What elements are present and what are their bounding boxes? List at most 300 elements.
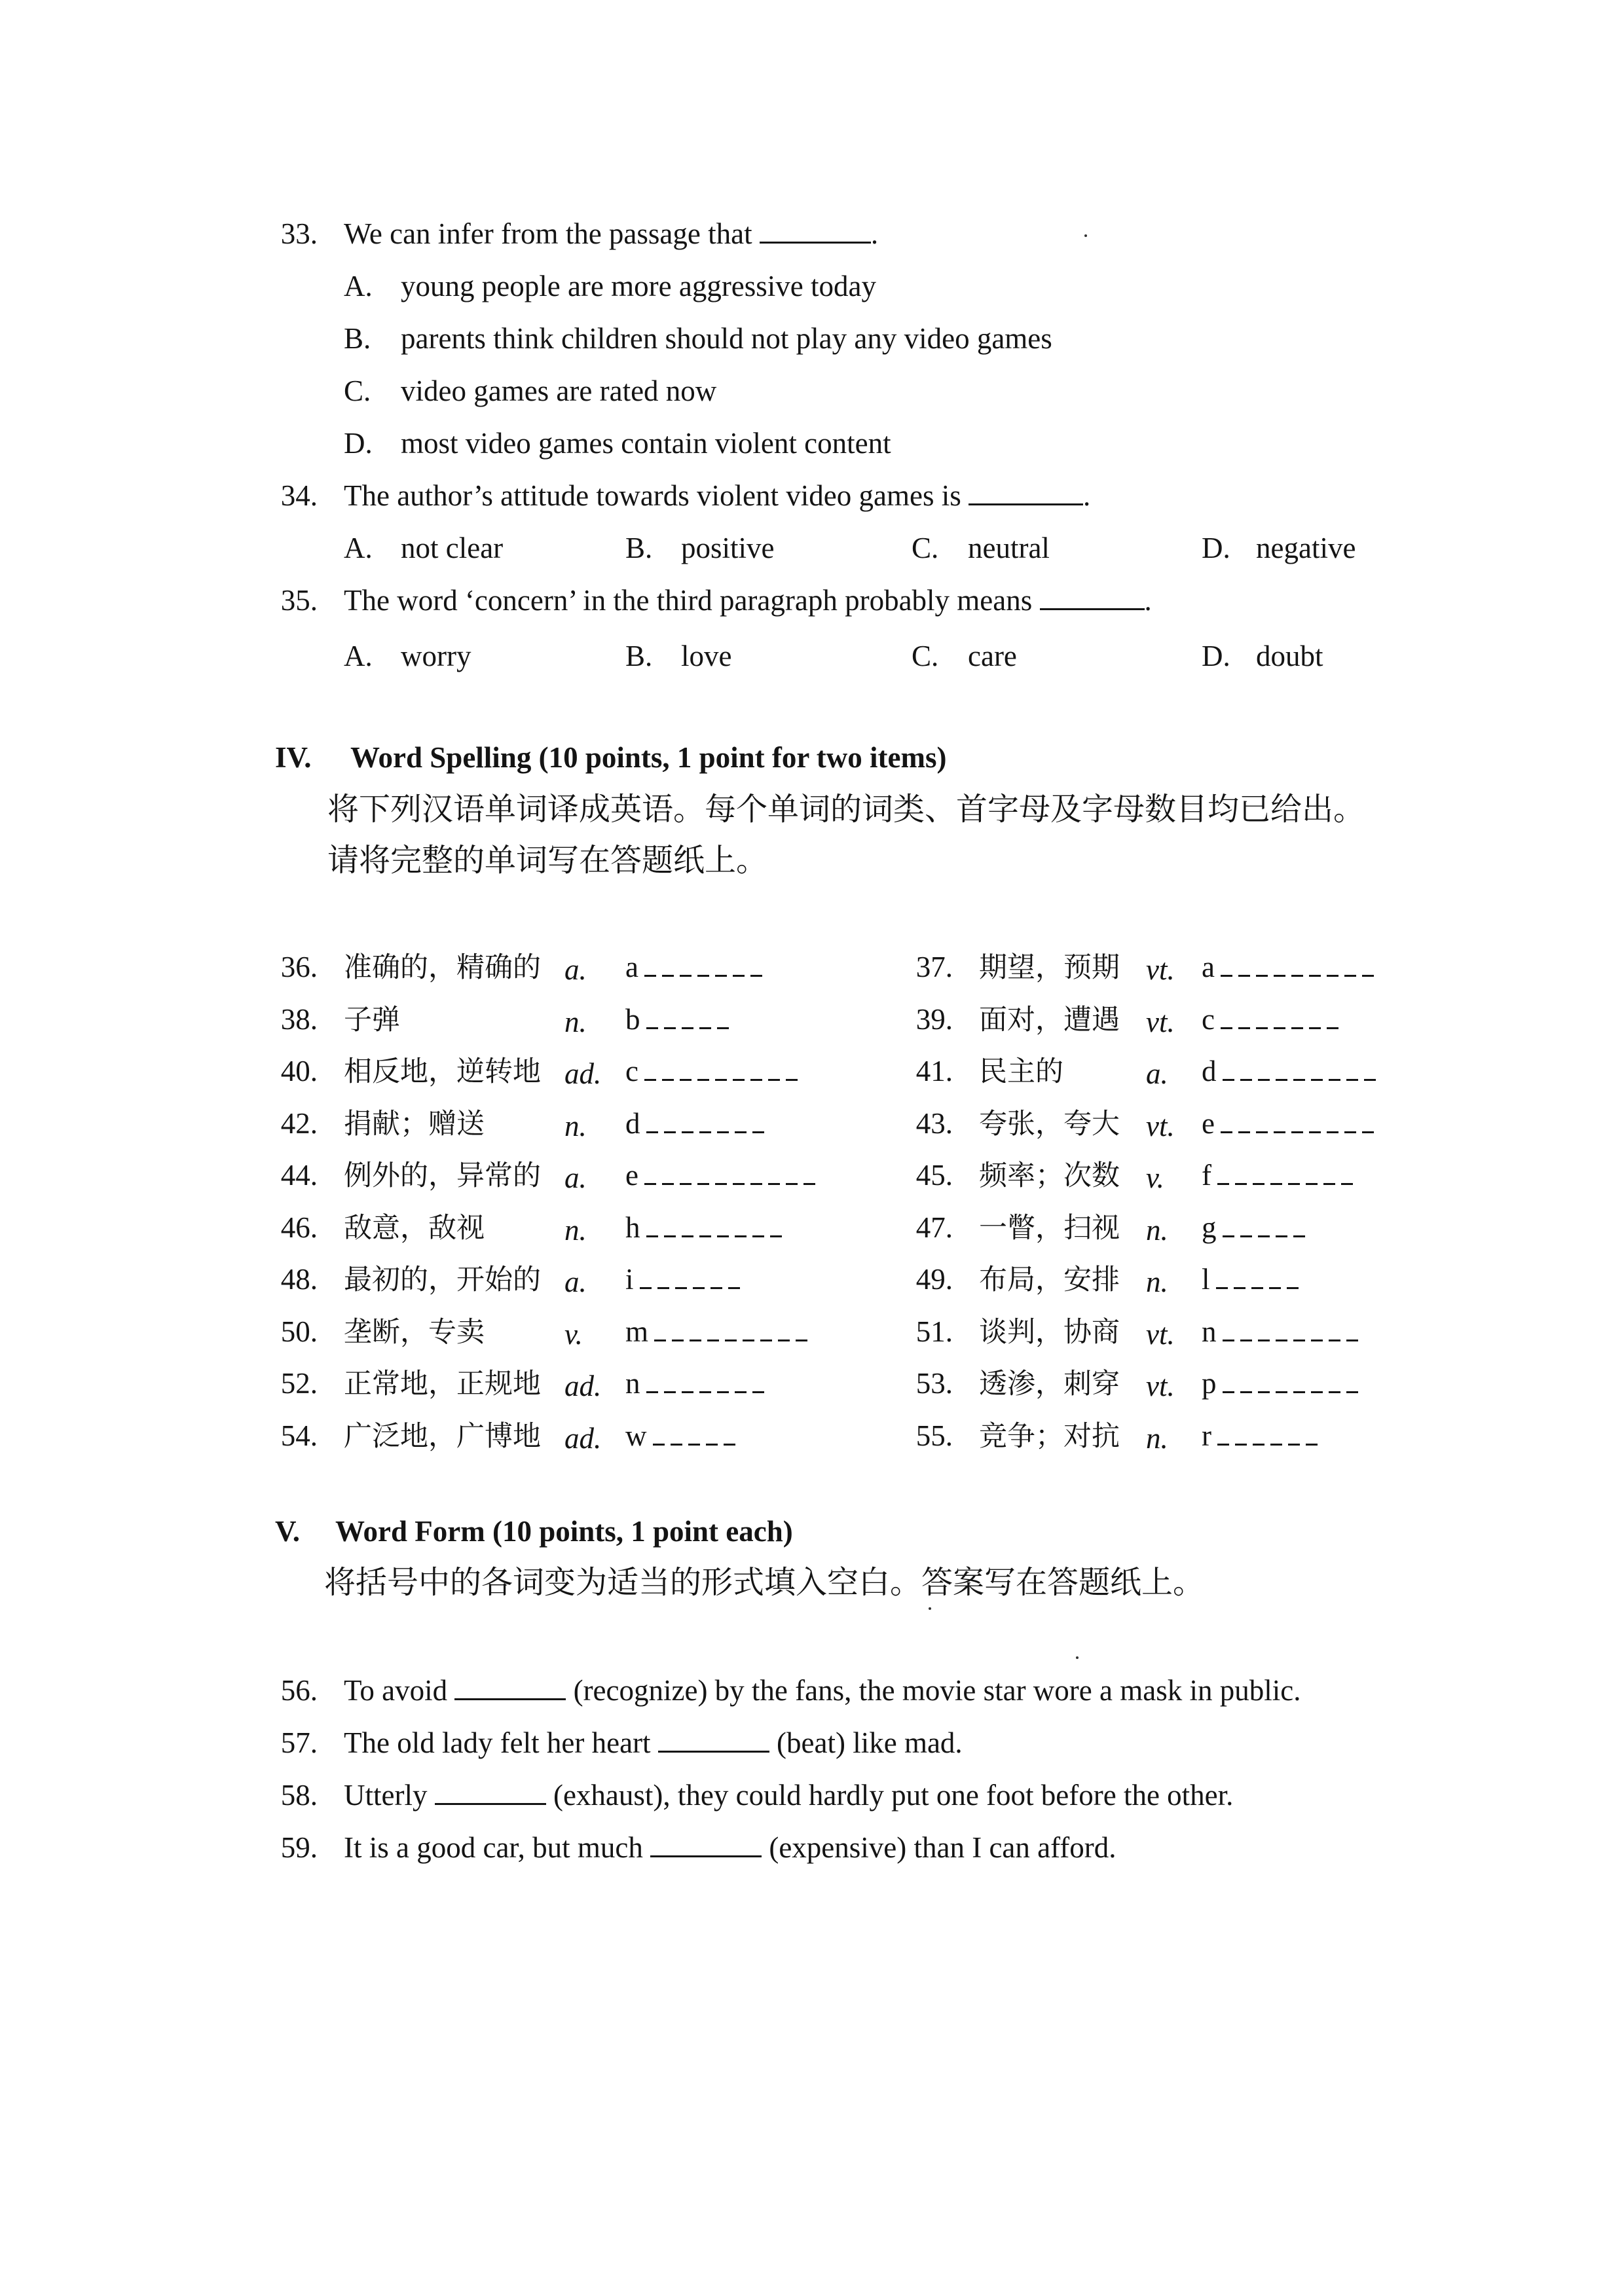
letter-slot [715, 1059, 727, 1081]
letter-slot [697, 955, 709, 977]
letter-slot [699, 1112, 711, 1133]
letter-slot [688, 1424, 700, 1446]
first-letter: c [625, 1055, 638, 1087]
chinese-meaning: 竞争；对抗 [979, 1420, 1120, 1453]
part-of-speech: n. [564, 1006, 587, 1038]
item-number: 47. [915, 1211, 953, 1244]
letter-slot [657, 1267, 669, 1289]
spelling-prompt [1202, 1317, 1358, 1347]
option-text: parents think children should not play any video games [401, 322, 1052, 355]
letter-slot [1251, 1267, 1263, 1289]
letter-slot [1256, 1008, 1268, 1029]
spelling-prompt [1202, 1369, 1358, 1398]
letter-slot [770, 1216, 782, 1237]
first-letter: e [625, 1159, 638, 1192]
question-number: 35. [280, 584, 318, 617]
letter-slot [1223, 1320, 1234, 1341]
letter-slot [750, 1163, 762, 1185]
option-text: care [968, 640, 1017, 672]
letter-slot [646, 1216, 658, 1237]
item-number: 37. [915, 951, 953, 983]
letter-slot [1364, 1059, 1376, 1081]
first-letter: i [625, 1263, 634, 1296]
letter-slot [1341, 1163, 1353, 1185]
spelling-prompt [625, 1317, 807, 1347]
letter-slot [682, 1372, 693, 1393]
letter-slot [1327, 1112, 1338, 1133]
section-instructions: 将下列汉语单词译成英语。每个单词的词类、首字母及字母数目均已给出。 [327, 791, 1365, 828]
letter-slot [1240, 1059, 1252, 1081]
letter-slot [1346, 1372, 1358, 1393]
part-of-speech: ad. [564, 1057, 602, 1090]
letter-slot [786, 1059, 798, 1081]
letter-slot [1269, 1267, 1281, 1289]
spelling-prompt [1202, 1265, 1299, 1294]
option-letter: C. [344, 374, 371, 407]
letter-slot [699, 1008, 711, 1029]
letter-slot [1362, 1112, 1374, 1133]
option-letter: D. [344, 427, 373, 460]
letter-slot [680, 1059, 692, 1081]
option-text: video games are rated now [401, 374, 717, 407]
letter-slot [1217, 1424, 1229, 1446]
letter-slot [644, 1059, 656, 1081]
letter-slot [1258, 1059, 1270, 1081]
letter-slot [1274, 955, 1285, 977]
letter-slot [778, 1320, 790, 1341]
letter-slot [697, 1163, 709, 1185]
letter-slot [1362, 955, 1374, 977]
chinese-meaning: 谈判，协商 [979, 1316, 1120, 1349]
chinese-meaning: 子弹 [344, 1004, 400, 1036]
part-of-speech: a. [564, 1266, 587, 1298]
letter-slot [1221, 1112, 1232, 1133]
letter-slot [750, 955, 762, 977]
first-letter: n [625, 1367, 640, 1400]
spelling-prompt [625, 1005, 729, 1034]
chinese-meaning: 准确的，精确的 [344, 951, 541, 984]
answer-blank [650, 1834, 762, 1857]
chinese-meaning: 一瞥，扫视 [979, 1212, 1120, 1245]
letter-slot [1293, 1216, 1305, 1237]
letter-slot [1240, 1320, 1252, 1341]
part-of-speech: n. [564, 1110, 587, 1142]
letter-slot [646, 1112, 658, 1133]
chinese-meaning: 敌意，敌视 [344, 1212, 485, 1245]
part-of-speech: vt. [1146, 1006, 1175, 1038]
question-number: 33. [280, 217, 318, 250]
spelling-prompt [1202, 1161, 1353, 1190]
letter-slot [1256, 1112, 1268, 1133]
answer-blank [760, 221, 871, 244]
chinese-meaning: 民主的 [979, 1055, 1063, 1088]
letter-slot [1306, 1163, 1318, 1185]
chinese-meaning: 例外的，异常的 [344, 1159, 541, 1192]
option-letter: D. [1202, 640, 1230, 672]
option-letter: B. [344, 322, 371, 355]
section-numeral: V. [275, 1515, 300, 1548]
letter-slot [1329, 1372, 1340, 1393]
option-text: not clear [401, 532, 504, 564]
letter-slot [717, 1112, 729, 1133]
first-letter: w [625, 1419, 647, 1452]
letter-slot [1238, 955, 1250, 977]
letter-slot [1346, 1320, 1358, 1341]
letter-slot [768, 1163, 780, 1185]
option-letter: B. [625, 640, 653, 672]
scan-speck [1076, 1656, 1079, 1659]
part-of-speech: vt. [1146, 953, 1175, 986]
letter-slot [1217, 1163, 1229, 1185]
letter-slot [664, 1372, 676, 1393]
first-letter: n [1202, 1315, 1217, 1348]
word-form-sentence: Utterly (exhaust), they could hardly put one foot before the other. [344, 1779, 1234, 1812]
spelling-prompt [625, 1265, 740, 1294]
option-letter: C. [912, 532, 939, 564]
letter-slot [640, 1267, 652, 1289]
letter-slot [1344, 955, 1356, 977]
first-letter: b [625, 1003, 640, 1036]
first-letter: d [1202, 1055, 1217, 1087]
letter-slot [1274, 1112, 1285, 1133]
letter-slot [1253, 1163, 1264, 1185]
letter-slot [1293, 1059, 1305, 1081]
spelling-prompt [1202, 1005, 1338, 1034]
part-of-speech: v. [564, 1318, 583, 1351]
item-number: 55. [915, 1419, 953, 1452]
option-text: positive [681, 532, 775, 564]
answer-blank [969, 483, 1083, 505]
letter-slot [1293, 1320, 1305, 1341]
item-number: 49. [915, 1263, 953, 1296]
letter-slot [672, 1320, 684, 1341]
section-title: Word Form (10 points, 1 point each) [335, 1515, 793, 1548]
letter-slot [699, 1216, 711, 1237]
letter-slot [1234, 1267, 1246, 1289]
item-number: 53. [915, 1367, 953, 1400]
item-number: 38. [280, 1003, 318, 1036]
letter-slot [706, 1424, 718, 1446]
letter-slot [1311, 1320, 1323, 1341]
part-of-speech: vt. [1146, 1110, 1175, 1142]
letter-slot [735, 1112, 747, 1133]
option-text: neutral [968, 532, 1050, 564]
chinese-meaning: 布局，安排 [979, 1264, 1120, 1296]
letter-slot [1221, 955, 1232, 977]
first-letter: a [1202, 951, 1215, 983]
letter-slot [671, 1424, 682, 1446]
letter-slot [646, 1008, 658, 1029]
part-of-speech: vt. [1146, 1370, 1175, 1402]
part-of-speech: a. [564, 953, 587, 986]
letter-slot [1309, 955, 1321, 977]
chinese-meaning: 最初的，开始的 [344, 1264, 541, 1296]
letter-slot [735, 1372, 747, 1393]
first-letter: e [1202, 1107, 1215, 1140]
option-text: doubt [1256, 640, 1323, 672]
letter-slot [1223, 1059, 1234, 1081]
letter-slot [662, 955, 674, 977]
spelling-prompt [1202, 1421, 1318, 1451]
letter-slot [1346, 1059, 1358, 1081]
letter-slot [1329, 1059, 1340, 1081]
letter-slot [752, 1216, 764, 1237]
letter-slot [1276, 1216, 1287, 1237]
word-form-sentence: To avoid (recognize) by the fans, the movie star wore a mask in public. [344, 1674, 1301, 1707]
letter-slot [733, 1059, 745, 1081]
chinese-meaning: 相反地，逆转地 [344, 1055, 541, 1088]
letter-slot [1238, 1008, 1250, 1029]
item-number: 48. [280, 1263, 318, 1296]
chinese-meaning: 夸张，夸大 [979, 1108, 1120, 1140]
item-number: 51. [915, 1315, 953, 1348]
spelling-prompt [1202, 953, 1374, 982]
letter-slot [682, 1008, 693, 1029]
letter-slot [644, 1163, 656, 1185]
letter-slot [803, 1163, 815, 1185]
letter-slot [1309, 1008, 1321, 1029]
answer-blank [435, 1782, 546, 1805]
question-stem: The author’s attitude towards violent video games is . [344, 479, 1091, 512]
spelling-prompt [625, 1421, 735, 1451]
letter-slot [1276, 1320, 1287, 1341]
first-letter: a [625, 951, 638, 983]
letter-slot [733, 955, 745, 977]
item-number: 41. [915, 1055, 953, 1087]
answer-blank [454, 1677, 566, 1700]
option-letter: C. [912, 640, 939, 672]
option-letter: B. [625, 532, 653, 564]
question-number: 59. [280, 1831, 318, 1864]
letter-slot [1223, 1372, 1234, 1393]
letter-slot [1309, 1112, 1321, 1133]
section-instructions: 请将完整的单词写在答题纸上。 [327, 842, 768, 879]
answer-blank [1040, 587, 1145, 610]
letter-slot [697, 1059, 709, 1081]
letter-slot [662, 1163, 674, 1185]
letter-slot [752, 1112, 764, 1133]
letter-slot [1327, 1008, 1338, 1029]
letter-slot [1221, 1008, 1232, 1029]
letter-slot [675, 1267, 687, 1289]
chinese-meaning: 频率；次数 [979, 1159, 1120, 1192]
item-number: 50. [280, 1315, 318, 1348]
letter-slot [725, 1320, 737, 1341]
letter-slot [735, 1216, 747, 1237]
item-number: 45. [915, 1159, 953, 1192]
first-letter: r [1202, 1419, 1211, 1452]
letter-slot [664, 1112, 676, 1133]
letter-slot [1323, 1163, 1335, 1185]
part-of-speech: n. [1146, 1422, 1168, 1455]
letter-slot [717, 1372, 729, 1393]
letter-slot [644, 955, 656, 977]
letter-slot [682, 1216, 693, 1237]
part-of-speech: ad. [564, 1422, 602, 1455]
part-of-speech: a. [564, 1161, 587, 1194]
part-of-speech: n. [564, 1214, 587, 1247]
letter-slot [760, 1320, 772, 1341]
letter-slot [1256, 955, 1268, 977]
letter-slot [1288, 1424, 1300, 1446]
question-stem: We can infer from the passage that . [344, 217, 879, 250]
item-number: 39. [915, 1003, 953, 1036]
letter-slot [717, 1008, 729, 1029]
letter-slot [1274, 1008, 1285, 1029]
letter-slot [682, 1112, 693, 1133]
chinese-meaning: 正常地，正规地 [344, 1368, 541, 1400]
question-number: 58. [280, 1779, 318, 1812]
letter-slot [717, 1216, 729, 1237]
part-of-speech: a. [1146, 1057, 1168, 1090]
letter-slot [1258, 1320, 1270, 1341]
letter-slot [1240, 1216, 1252, 1237]
spelling-prompt [1202, 1213, 1305, 1243]
chinese-meaning: 面对，遭遇 [979, 1004, 1120, 1036]
letter-slot [1327, 955, 1338, 977]
spelling-prompt [625, 1213, 782, 1243]
chinese-meaning: 捐献；赠送 [344, 1108, 485, 1140]
word-form-sentence: It is a good car, but much (expensive) than I can afford. [344, 1831, 1116, 1864]
letter-slot [724, 1424, 735, 1446]
section-numeral: IV. [275, 741, 312, 774]
section-title: Word Spelling (10 points, 1 point for two items) [350, 741, 947, 774]
scan-speck [1084, 234, 1087, 237]
letter-slot [796, 1320, 807, 1341]
letter-slot [680, 1163, 692, 1185]
item-number: 54. [280, 1419, 318, 1452]
letter-slot [1344, 1112, 1356, 1133]
letter-slot [1276, 1372, 1287, 1393]
option-text: young people are more aggressive today [401, 270, 876, 302]
letter-slot [1276, 1059, 1287, 1081]
letter-slot [664, 1216, 676, 1237]
letter-slot [1329, 1320, 1340, 1341]
letter-slot [690, 1320, 701, 1341]
option-letter: A. [344, 640, 373, 672]
chinese-meaning: 广泛地，广博地 [344, 1420, 541, 1453]
item-number: 52. [280, 1367, 318, 1400]
letter-slot [768, 1059, 780, 1081]
letter-slot [1253, 1424, 1264, 1446]
letter-slot [654, 1320, 666, 1341]
part-of-speech: n. [1146, 1266, 1168, 1298]
option-letter: A. [344, 270, 373, 302]
letter-slot [1258, 1372, 1270, 1393]
question-number: 34. [280, 479, 318, 512]
option-text: most video games contain violent content [401, 427, 891, 460]
first-letter: d [625, 1107, 640, 1140]
item-number: 42. [280, 1107, 318, 1140]
item-number: 43. [915, 1107, 953, 1140]
first-letter: m [625, 1315, 649, 1348]
letter-slot [743, 1320, 754, 1341]
spelling-prompt [1202, 1109, 1374, 1139]
spelling-prompt [625, 1369, 764, 1398]
spelling-prompt [625, 953, 762, 982]
letter-slot [710, 1267, 722, 1289]
item-number: 40. [280, 1055, 318, 1087]
word-form-sentence: The old lady felt her heart (beat) like mad. [344, 1726, 963, 1759]
letter-slot [664, 1008, 676, 1029]
first-letter: p [1202, 1367, 1217, 1400]
spelling-prompt [625, 1057, 798, 1086]
spelling-prompt [625, 1161, 815, 1190]
part-of-speech: vt. [1146, 1318, 1175, 1351]
letter-slot [1223, 1216, 1234, 1237]
letter-slot [1306, 1424, 1318, 1446]
letter-slot [715, 955, 727, 977]
first-letter: c [1202, 1003, 1215, 1036]
letter-slot [1291, 1008, 1303, 1029]
letter-slot [693, 1267, 705, 1289]
letter-slot [1216, 1267, 1228, 1289]
option-text: love [681, 640, 732, 672]
chinese-meaning: 期望，预期 [979, 951, 1120, 984]
item-number: 44. [280, 1159, 318, 1192]
scan-speck [929, 1607, 931, 1610]
letter-slot [662, 1059, 674, 1081]
item-number: 46. [280, 1211, 318, 1244]
letter-slot [1258, 1216, 1270, 1237]
first-letter: l [1202, 1263, 1210, 1296]
part-of-speech: ad. [564, 1370, 602, 1402]
section-instructions: 将括号中的各词变为适当的形式填入空白。答案写在答题纸上。 [324, 1564, 1205, 1601]
question-number: 57. [280, 1726, 318, 1759]
letter-slot [750, 1059, 762, 1081]
letter-slot [646, 1372, 658, 1393]
option-text: worry [401, 640, 471, 672]
letter-slot [786, 1163, 798, 1185]
chinese-meaning: 垄断，专卖 [344, 1316, 485, 1349]
part-of-speech: n. [1146, 1214, 1168, 1247]
letter-slot [728, 1267, 740, 1289]
option-letter: D. [1202, 532, 1230, 564]
letter-slot [1311, 1059, 1323, 1081]
option-text: negative [1256, 532, 1356, 564]
spelling-prompt [1202, 1057, 1376, 1086]
first-letter: h [625, 1211, 640, 1244]
letter-slot [752, 1372, 764, 1393]
letter-slot [1287, 1267, 1299, 1289]
first-letter: f [1202, 1159, 1211, 1192]
question-stem: The word ‘concern’ in the third paragraph probably means . [344, 584, 1152, 617]
letter-slot [715, 1163, 727, 1185]
letter-slot [680, 955, 692, 977]
letter-slot [1293, 1372, 1305, 1393]
option-letter: A. [344, 532, 373, 564]
letter-slot [1270, 1163, 1282, 1185]
chinese-meaning: 透渗，刺穿 [979, 1368, 1120, 1400]
item-number: 36. [280, 951, 318, 983]
letter-slot [1291, 1112, 1303, 1133]
question-number: 56. [280, 1674, 318, 1707]
letter-slot [1238, 1112, 1250, 1133]
letter-slot [1270, 1424, 1282, 1446]
letter-slot [699, 1372, 711, 1393]
answer-blank [658, 1730, 769, 1753]
letter-slot [1311, 1372, 1323, 1393]
letter-slot [1240, 1372, 1252, 1393]
letter-slot [1235, 1424, 1247, 1446]
letter-slot [707, 1320, 719, 1341]
letter-slot [1288, 1163, 1300, 1185]
letter-slot [1235, 1163, 1247, 1185]
first-letter: g [1202, 1211, 1217, 1244]
spelling-prompt [625, 1109, 764, 1139]
letter-slot [733, 1163, 745, 1185]
part-of-speech: v. [1146, 1161, 1164, 1194]
